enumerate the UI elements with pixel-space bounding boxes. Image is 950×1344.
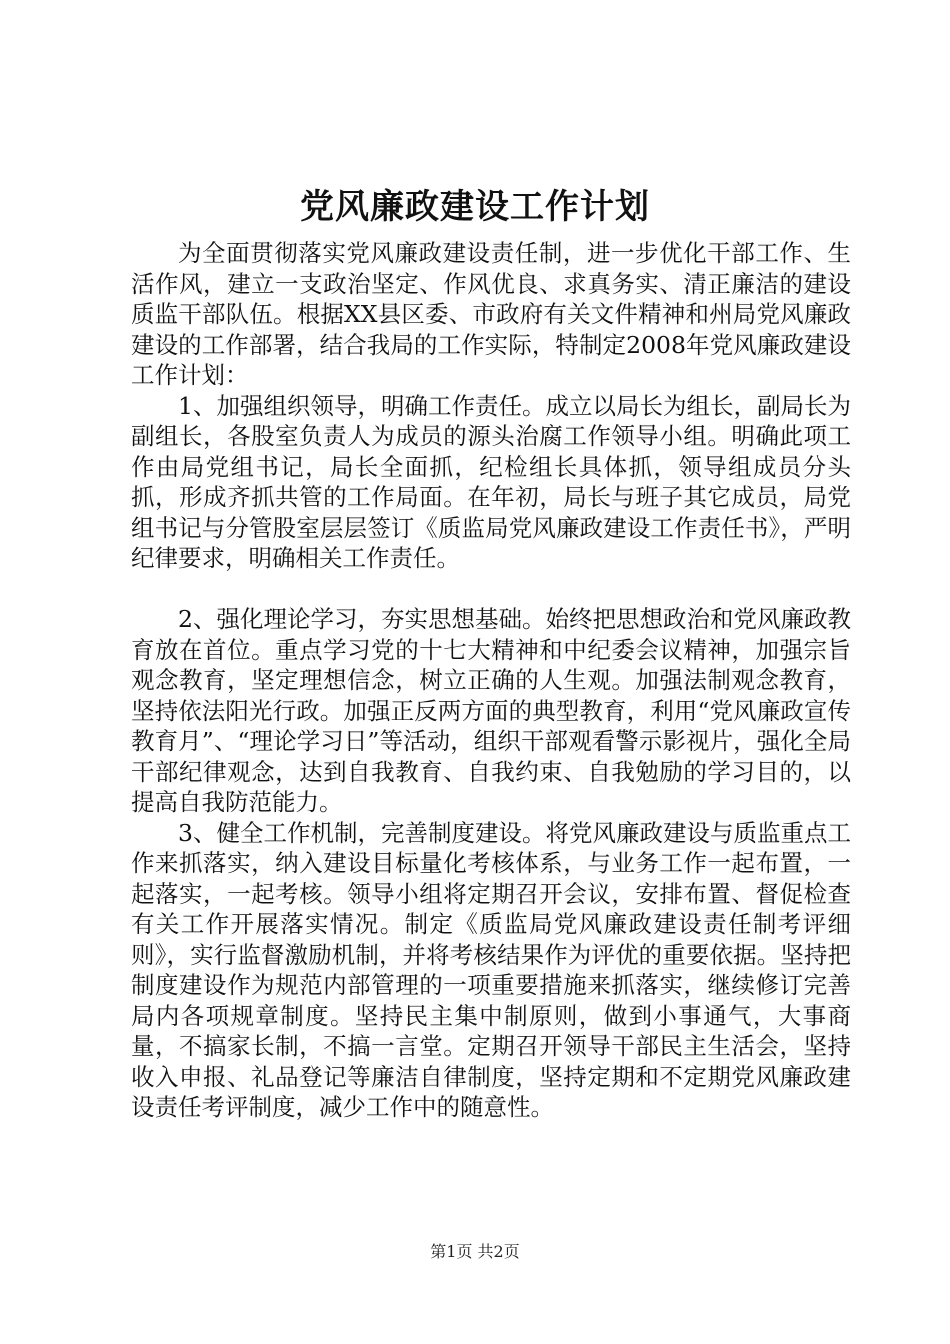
intro-paragraph: 为全面贯彻落实党风廉政建设责任制，进一步优化干部工作、生活作风，建立一支政治坚定、作风优良、求真务实、清正廉洁的建设质监干部队伍。根据XX县区委、市政府有关文件精神和州局党风廉政建设的工作部署，结合我局的工作实际，特制定2008年党风廉政建设工作计划： — [131, 239, 851, 389]
section-1-paragraph: 1、加强组织领导，明确工作责任。成立以局长为组长，副局长为副组长，各股室负责人为成员的源头治腐工作领导小组。明确此项工作由局党组书记，局长全面抓，纪检组长具体抓，领导组成员分头抓，形成齐抓共管的工作局面。在年初，局长与班子其它成员，局党组书记与分管股室层层签订《质监局党风廉政建设工作责任书》，严明纪律要求，明确相关工作责任。 — [131, 391, 851, 572]
document-body — [131, 238, 851, 1123]
document-title: 党风廉政建设工作计划 — [300, 187, 650, 227]
page-number-footer: 第1页 共2页 — [430, 1242, 520, 1261]
section-3-paragraph: 3、健全工作机制，完善制度建设。将党风廉政建设与质监重点工作来抓落实，纳入建设目标量化考核体系，与业务工作一起布置，一起落实，一起考核。领导小组将定期召开会议，安排布置、督促检查有关工作开展落实情况。制定《质监局党风廉政建设责任制考评细则》，实行监督激励机制，并将考核结果作为评优的重要依据。坚持把制度建设作为规范内部管理的一项重要措施来抓落实，继续修订完善局内各项规章制度。坚持民主集中制原则，做到小事通气，大事商量，不搞家长制，不搞一言堂。定期召开领导干部民主生活会，坚持收入申报、礼品登记等廉洁自律制度，坚持定期和不定期党风廉政建设责任考评制度，减少工作中的随意性。 — [131, 818, 851, 1121]
section-2-paragraph: 2、强化理论学习，夯实思想基础。始终把思想政治和党风廉政教育放在首位。重点学习党的十七大精神和中纪委会议精神，加强宗旨观念教育，坚定理想信念，树立正确的人生观。加强法制观念教育，坚持依法阳光行政。加强正反两方面的典型教育，利用“党风廉政宣传教育月”、“理论学习日”等活动，组织干部观看警示影视片，强化全局干部纪律观念，达到自我教育、自我约束、自我勉励的学习目的，以提高自我防范能力。 — [131, 605, 851, 816]
